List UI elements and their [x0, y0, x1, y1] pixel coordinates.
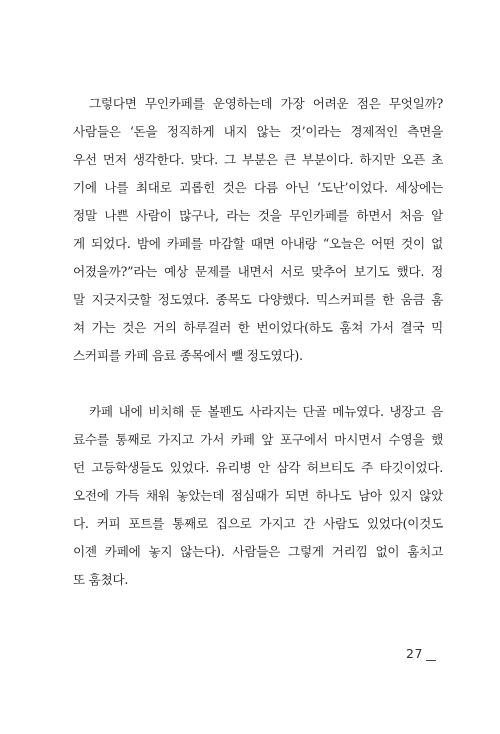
page-number-rule	[426, 660, 436, 661]
page-number	[406, 644, 436, 664]
text-line: 말 지긋지긋할 정도였다. 종목도 다양했다. 믹스커피를 한 움큼 훔	[73, 292, 443, 307]
text-line: 던 고등학생들도 있었다. 유리병 안 삼각 허브티도 주 타깃이었다.	[73, 460, 443, 475]
text-line: 사람들은 ‘돈을 정직하게 내지 않는 것’이라는 경제적인 측면을	[73, 124, 443, 139]
text-line: 이젠 카페에 놓지 않는다). 사람들은 그렇게 거리낌 없이 훔치고	[73, 544, 443, 559]
text-line: 게 되었다. 밤에 카페를 마감할 때면 아내랑 “오늘은 어떤 것이 없	[73, 236, 443, 251]
text-line: 카페 내에 비치해 둔 볼펜도 사라지는 단골 메뉴였다. 냉장고 음	[89, 404, 443, 419]
text-line: 어졌을까?”라는 예상 문제를 내면서 서로 맞추어 보기도 했다. 정	[73, 264, 443, 279]
paragraph-1	[73, 90, 443, 370]
text-line: 쳐 가는 것은 거의 하루걸러 한 번이었다(하도 훔쳐 가서 결국 믹	[73, 320, 443, 335]
text-line: 스커피를 카페 음료 종목에서 뺄 정도였다).	[73, 348, 303, 363]
text-line: 우선 먼저 생각한다. 맞다. 그 부분은 큰 부분이다. 하지만 오픈 초	[73, 152, 443, 167]
text-line: 또 훔쳤다.	[73, 572, 129, 587]
page-number-value: 27	[406, 646, 423, 661]
paragraph-2	[73, 398, 443, 594]
text-line: 오전에 가득 채워 놓았는데 점심때가 되면 하나도 남아 있지 않았	[73, 488, 443, 503]
text-line: 다. 커피 포트를 통째로 집으로 가지고 간 사람도 있었다(이것도	[73, 516, 443, 531]
text-line: 기에 나를 최대로 괴롭힌 것은 다름 아닌 ‘도난’이었다. 세상에는	[73, 180, 443, 195]
text-line: 그렇다면 무인카페를 운영하는데 가장 어려운 점은 무엇일까?	[89, 96, 443, 111]
text-line: 정말 나쁜 사람이 많구나, 라는 것을 무인카페를 하면서 처음 알	[73, 208, 443, 223]
text-line: 료수를 통째로 가지고 가서 카페 앞 포구에서 마시면서 수영을 했	[73, 432, 443, 447]
